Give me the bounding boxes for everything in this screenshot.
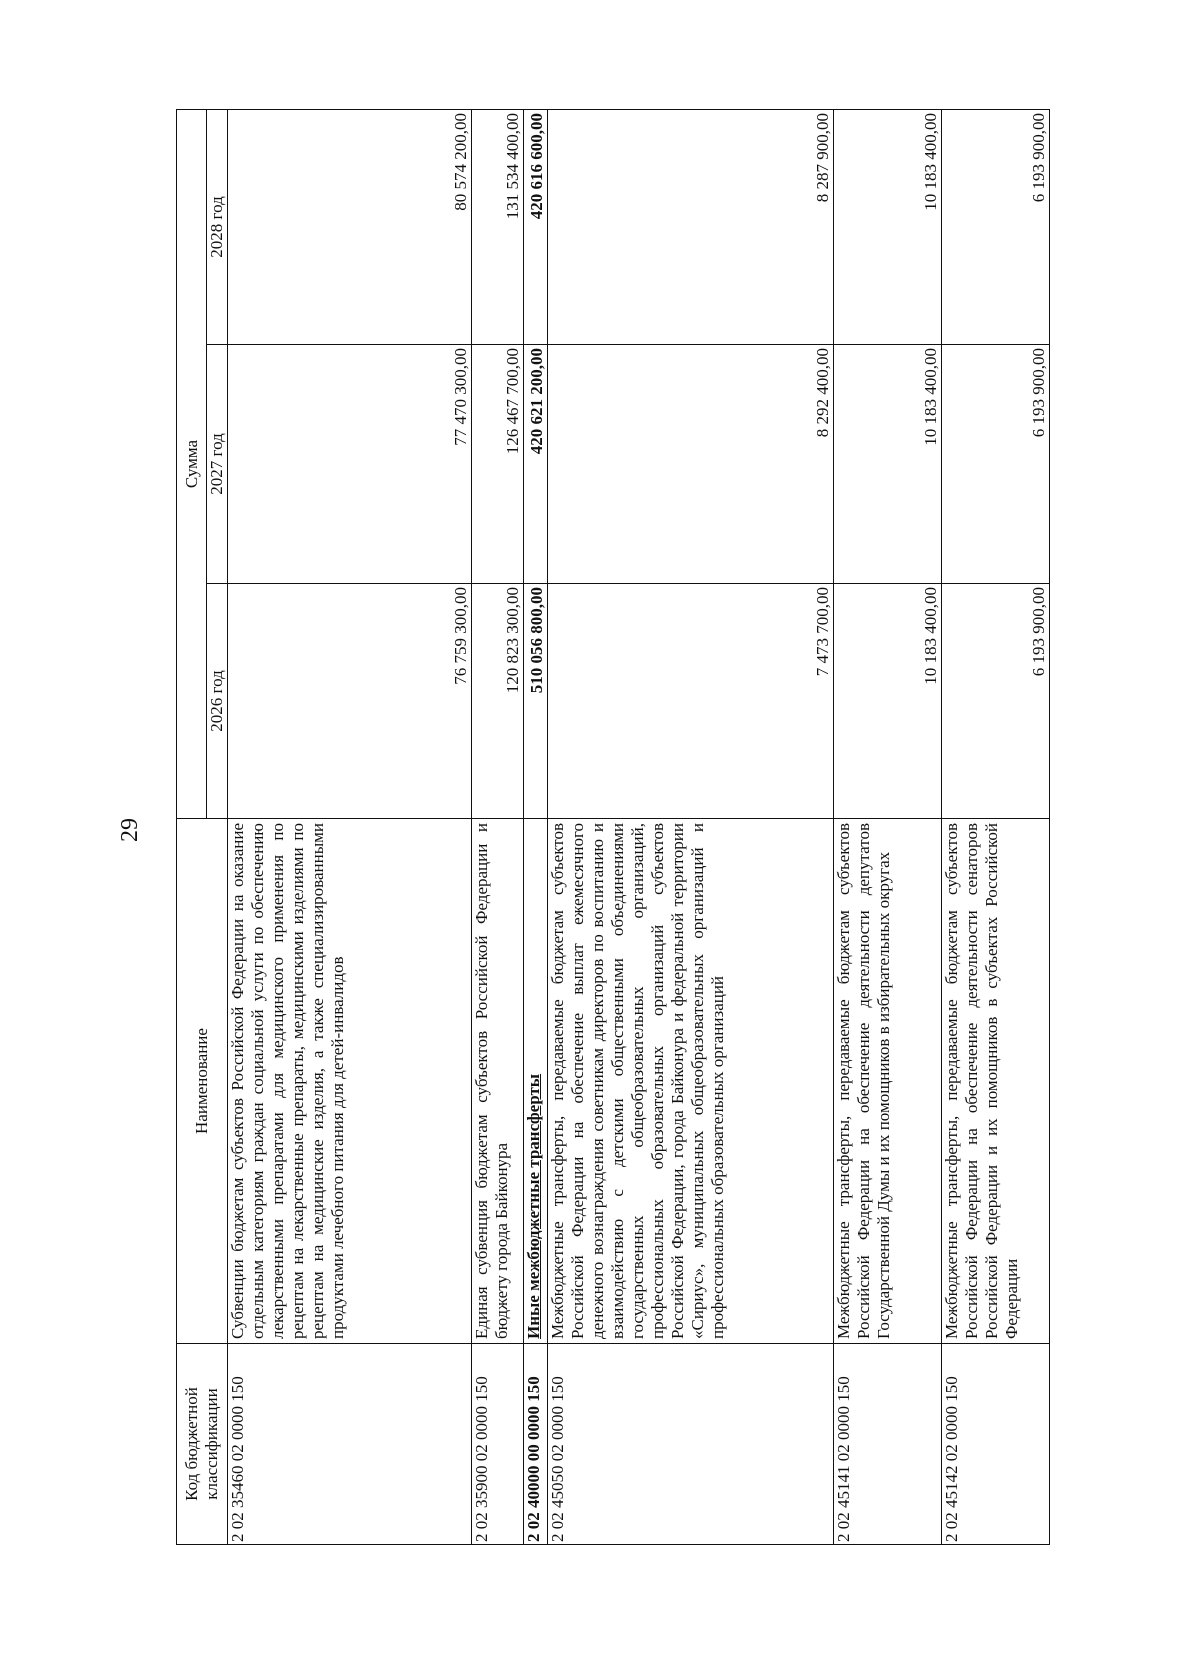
row-value-2027: 77 470 300,00 [228, 345, 472, 584]
row-value-2026: 510 056 800,00 [524, 584, 548, 819]
row-value-2028: 6 193 900,00 [942, 110, 1050, 345]
budget-table [176, 109, 1050, 1545]
row-value-2027: 10 183 400,00 [834, 345, 942, 584]
table-row [228, 110, 472, 1545]
row-name: Межбюджетные трансферты, передаваемые бюджетам субъектов Российской Федерации на обеспечение деятельности депутатов Государственной Думы и их помощников в избирательных округах [834, 819, 942, 1344]
header-name: Наименование [177, 819, 228, 1344]
row-value-2028: 10 183 400,00 [834, 110, 942, 345]
header-sum: Сумма [177, 110, 207, 819]
row-name: Единая субвенция бюджетам субъектов Российской Федерации и бюджету города Байконура [472, 819, 524, 1344]
table-row [834, 110, 942, 1545]
row-value-2026: 6 193 900,00 [942, 584, 1050, 819]
table-row [472, 110, 524, 1545]
row-name: Субвенции бюджетам субъектов Российской Федерации на оказание отдельным категориям граждан социальной услуги по обеспечению лекарственными препаратами для медицинского применения по рецептам на лекарственные препараты, медицинскими изделиями по рецептам на медицинские изделия, а также специализированными продуктами лечебного питания для детей-инвалидов [228, 819, 472, 1344]
table-row [548, 110, 834, 1545]
row-value-2026: 10 183 400,00 [834, 584, 942, 819]
row-value-2026: 76 759 300,00 [228, 584, 472, 819]
row-value-2026: 120 823 300,00 [472, 584, 524, 819]
row-value-2028: 420 616 600,00 [524, 110, 548, 345]
header-year-2026: 2026 год [207, 584, 228, 819]
page-number: 29 [117, 818, 143, 842]
row-value-2028: 80 574 200,00 [228, 110, 472, 345]
table-row [942, 110, 1050, 1545]
row-name: Межбюджетные трансферты, передаваемые бюджетам субъектов Российской Федерации на обеспечение выплат ежемесячного денежного вознаграждения советникам директоров по воспитанию и взаимодействию с детскими общественными объединениями государственных общеобразовательных организаций, профессиональных образовательных организаций субъектов Российской Федерации, города Байконура и федеральной территории «Сириус», муниципальных общеобразовательных организаций и профессиональных образовательных организаций [548, 819, 834, 1344]
row-value-2027: 8 292 400,00 [548, 345, 834, 584]
row-value-2027: 6 193 900,00 [942, 345, 1050, 584]
row-value-2027: 420 621 200,00 [524, 345, 548, 584]
header-code: Код бюджетной классификации [177, 1344, 228, 1545]
row-value-2026: 7 473 700,00 [548, 584, 834, 819]
row-code: 2 02 45050 02 0000 150 [548, 1344, 834, 1545]
rotated-table-wrapper [176, 110, 1050, 1545]
header-year-2027: 2027 год [207, 345, 228, 584]
row-value-2028: 8 287 900,00 [548, 110, 834, 345]
header-year-2028: 2028 год [207, 110, 228, 345]
row-name: Межбюджетные трансферты, передаваемые бюджетам субъектов Российской Федерации на обеспечение деятельности сенаторов Российской Федерации и их помощников в субъектах Российской Федерации [942, 819, 1050, 1344]
row-value-2028: 131 534 400,00 [472, 110, 524, 345]
row-code: 2 02 45142 02 0000 150 [942, 1344, 1050, 1545]
row-value-2027: 126 467 700,00 [472, 345, 524, 584]
row-code: 2 02 35460 02 0000 150 [228, 1344, 472, 1545]
row-name: Иные межбюджетные трансферты [524, 819, 548, 1344]
row-code: 2 02 35900 02 0000 150 [472, 1344, 524, 1545]
table-row-total [524, 110, 548, 1545]
row-code: 2 02 40000 00 0000 150 [524, 1344, 548, 1545]
row-code: 2 02 45141 02 0000 150 [834, 1344, 942, 1545]
